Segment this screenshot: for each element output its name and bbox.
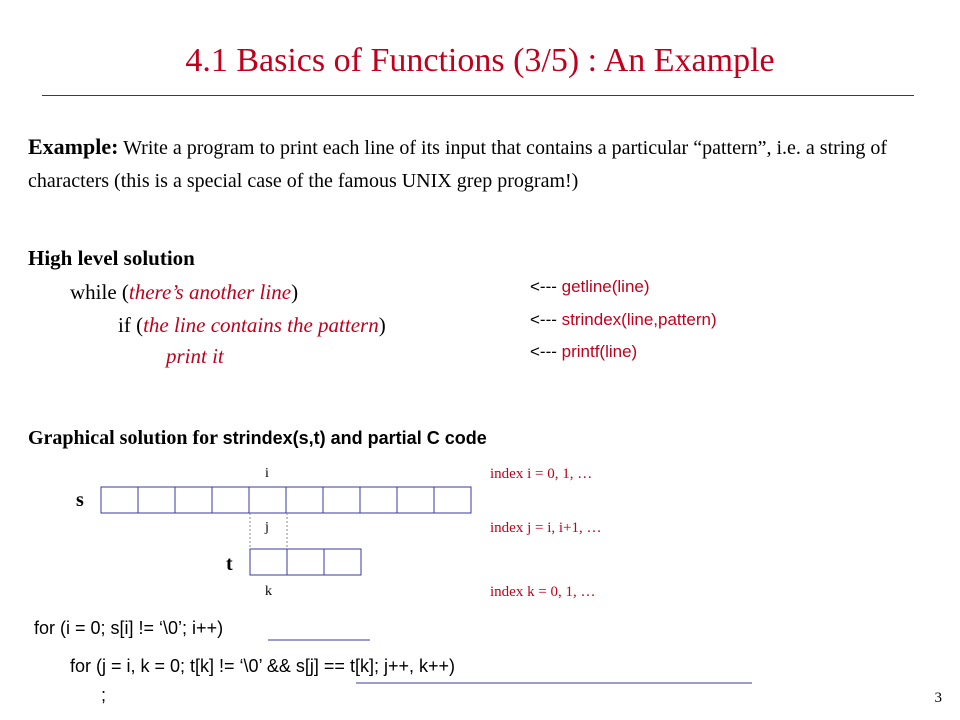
call-arrow: <--- xyxy=(530,310,562,329)
code-empty-statement: ; xyxy=(101,685,107,705)
s-array-cell xyxy=(249,487,286,513)
k-marker: k xyxy=(265,584,272,599)
call-arrow: <--- xyxy=(530,342,562,361)
index-i-note: index i = 0, 1, … xyxy=(490,466,593,482)
call-function: getline(line) xyxy=(561,277,650,296)
code-inner-loop: for (j = i, k = 0; t[k] != ‘\0’ && s[j] == t[k]; j++, k++) xyxy=(70,656,455,676)
s-array-cell xyxy=(175,487,212,513)
pseudo-keyword: if ( xyxy=(118,313,144,337)
example-colon: : xyxy=(111,134,119,159)
page-number: 3 xyxy=(934,690,942,706)
t-array-label: t xyxy=(226,553,233,575)
pseudo-action: print it xyxy=(166,344,224,368)
t-array xyxy=(250,549,361,575)
example-label: Example xyxy=(28,134,112,159)
code-outer-loop: for (i = 0; s[i] != ‘\0’; i++) xyxy=(34,618,224,638)
s-array-cell xyxy=(360,487,397,513)
graphical-heading-serif: Graphical solution for xyxy=(28,427,223,449)
example-text: Write a program to print each line of its input that contains a particular “pattern”, i.e. a string of characters (this is a special case of the famous UNIX grep program!) xyxy=(28,137,888,192)
graphical-heading-sans: strindex(s,t) and partial C code xyxy=(222,428,487,448)
pseudo-close: ) xyxy=(378,313,386,337)
s-array-label: s xyxy=(76,489,84,511)
pseudo-keyword: while ( xyxy=(70,280,129,304)
s-array-cell xyxy=(434,487,471,513)
t-array-cell xyxy=(324,549,361,575)
pseudo-close: ) xyxy=(291,280,299,304)
call-function: strindex(line,pattern) xyxy=(561,310,717,329)
t-array-cell xyxy=(250,549,287,575)
index-j-note: index j = i, i+1, … xyxy=(490,520,602,536)
i-marker: i xyxy=(265,466,269,481)
s-array-cell xyxy=(212,487,249,513)
s-array-cell xyxy=(397,487,434,513)
slide-title: 4.1 Basics of Functions (3/5) : An Example xyxy=(185,42,775,79)
high-level-heading: High level solution xyxy=(28,246,195,270)
j-marker: j xyxy=(265,520,269,535)
pseudo-condition: there’s another line xyxy=(128,280,292,304)
pseudo-condition: the line contains the pattern xyxy=(143,313,379,337)
s-array xyxy=(101,487,471,513)
call-arrow: <--- xyxy=(530,277,562,296)
s-array-cell xyxy=(138,487,175,513)
s-array-cell xyxy=(323,487,360,513)
index-k-note: index k = 0, 1, … xyxy=(490,584,596,600)
t-array-cell xyxy=(287,549,324,575)
s-array-cell xyxy=(286,487,323,513)
call-function: printf(line) xyxy=(561,342,638,361)
s-array-cell xyxy=(101,487,138,513)
